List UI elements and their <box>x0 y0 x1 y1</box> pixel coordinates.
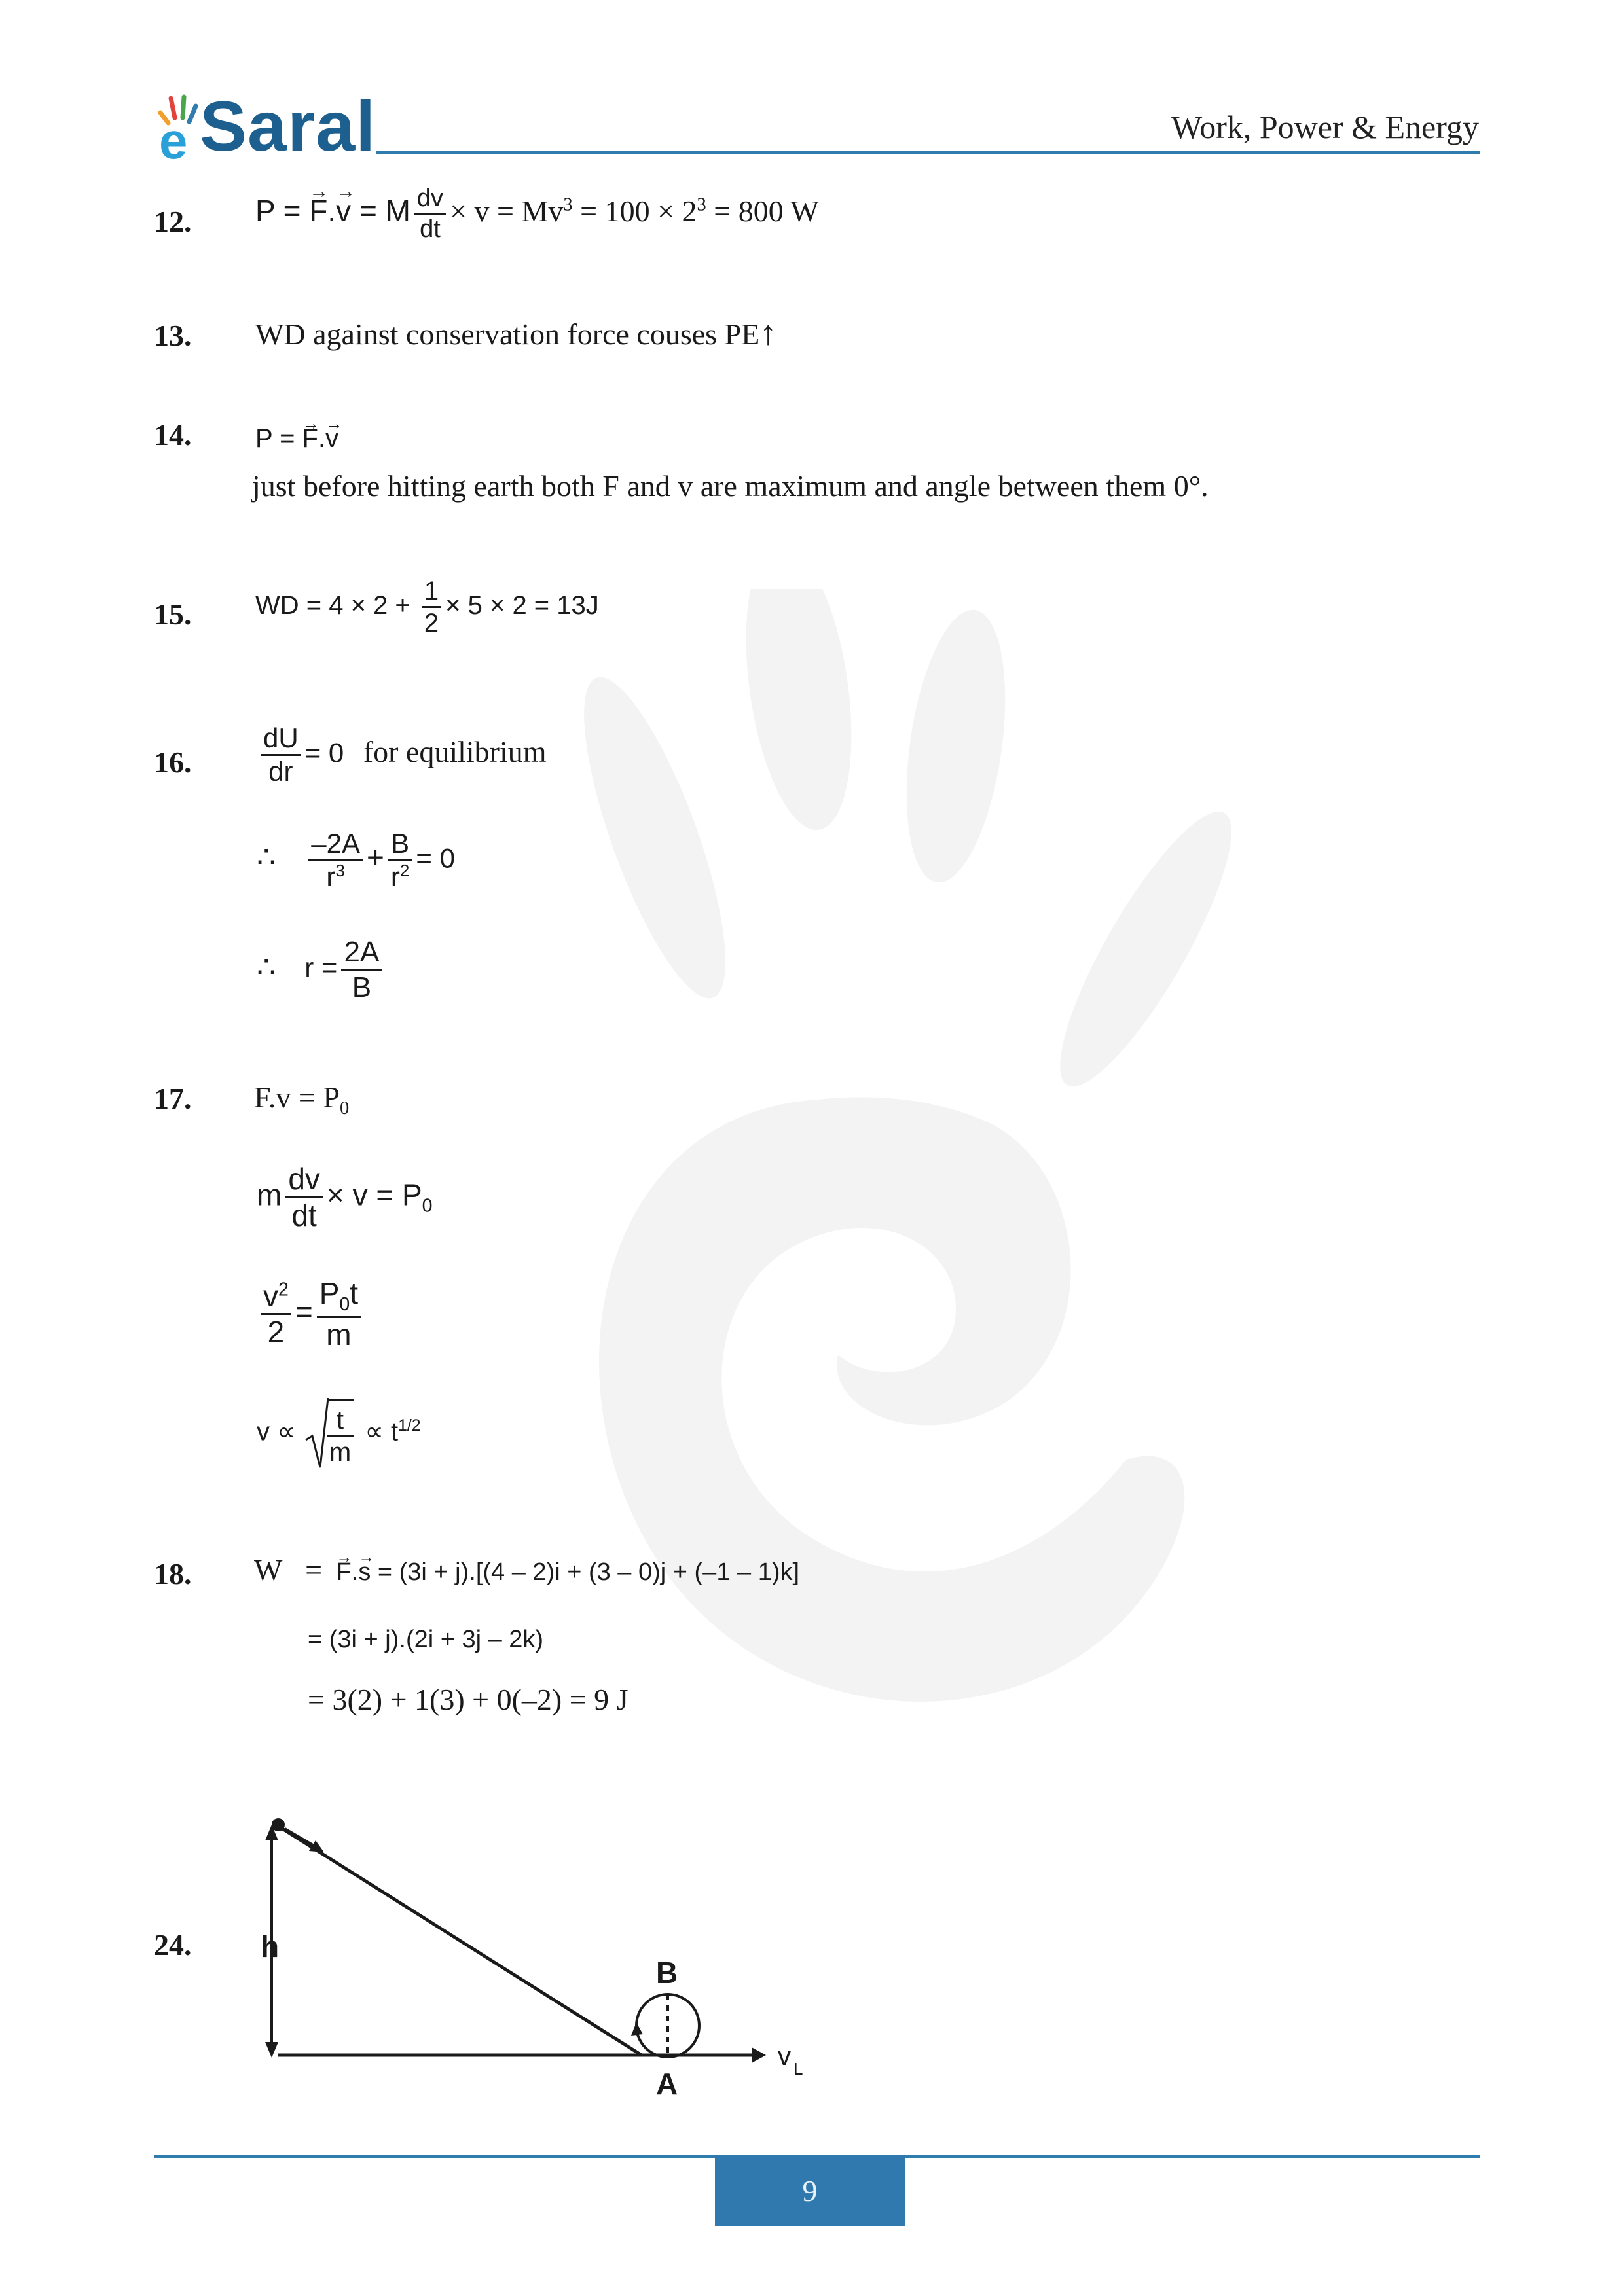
q18-line2: = (3i + j).(2i + 3j – 2k) <box>308 1626 544 1653</box>
q12-fraction: $\frac{dv}{dt}$ <box>414 185 446 243</box>
label-h: h <box>261 1929 280 1964</box>
q12-equation: P = F →.v → = M $\frac{dv}{dt}$ × $v = Mv^3 = 100 \times 2^3 = 800$ W <box>255 185 819 243</box>
page-number: 9 <box>715 2155 905 2226</box>
ball-icon <box>272 1818 285 1831</box>
q14-text: just before hitting earth both F and v are maximum and angle between them 0°. <box>252 469 1209 503</box>
q15-fraction: $\frac{1}{2}$ <box>422 576 441 638</box>
q14-equation: P = F →.v → <box>255 424 338 454</box>
q16-line1: $\frac{dU}{dr}$ = 0 for equilibrium <box>257 723 547 788</box>
q18-line1: W = F →.s → = (3i + j).[(4 – 2)i + (3 – 0)j + (–1 – 1)k] <box>254 1552 799 1587</box>
q17-line3: $\frac{v^2}{2}$ = $\frac{P_0t}{m}$ <box>257 1276 365 1352</box>
q17-line4: v ∝ $\frac{t}{m}$ ∝ $t^{1/2}$ <box>257 1394 421 1473</box>
label-v: v <box>778 2042 791 2071</box>
q17-line2: m $\frac{dv}{dt}$ × $v = P_0$ <box>257 1162 433 1232</box>
question-number: 16. <box>154 745 192 779</box>
loop-arrow-icon <box>631 2022 643 2036</box>
question-number: 12. <box>154 205 192 238</box>
question-number: 24. <box>154 1928 192 1962</box>
esaral-logo <box>154 86 390 166</box>
question-number: 17. <box>154 1082 192 1115</box>
question-number: 14. <box>154 418 192 452</box>
label-v-sub: L <box>793 2059 803 2079</box>
question-number: 15. <box>154 598 192 631</box>
sqrt-icon <box>303 1394 329 1473</box>
logo-hand-icon <box>154 92 200 164</box>
q16-line2: ∴ $\frac{-2A}{r^3}$ + $\frac{B}{r^2}$ = 0 <box>257 828 455 893</box>
chapter-title: Work, Power & Energy <box>1171 109 1479 145</box>
q16-line3: ∴ r = $\frac{2A}{B}$ <box>257 936 386 1004</box>
header-rule <box>376 151 1480 154</box>
q24-diagram <box>249 1806 838 2114</box>
svg-text:e: e <box>159 112 188 164</box>
question-number: 13. <box>154 319 192 352</box>
velocity-arrow-icon <box>752 2047 766 2063</box>
q13-text: WD against conservation force couses PE↑ <box>255 315 777 352</box>
q15-equation: WD = 4 × 2 + $\frac{1}{2}$ × 5 × 2 = 13J <box>255 577 599 637</box>
height-arrow-down-icon <box>265 2042 278 2058</box>
q18-line3: = 3(2) + 1(3) + 0(–2) = 9 J <box>308 1683 629 1716</box>
logo-wordmark: Saral <box>200 86 376 166</box>
label-A: A <box>656 2067 678 2101</box>
q17-line1: $F.v = P_0$ <box>254 1081 350 1119</box>
label-B: B <box>656 1956 678 1990</box>
question-number: 18. <box>154 1557 192 1590</box>
incline-line <box>278 1826 642 2055</box>
